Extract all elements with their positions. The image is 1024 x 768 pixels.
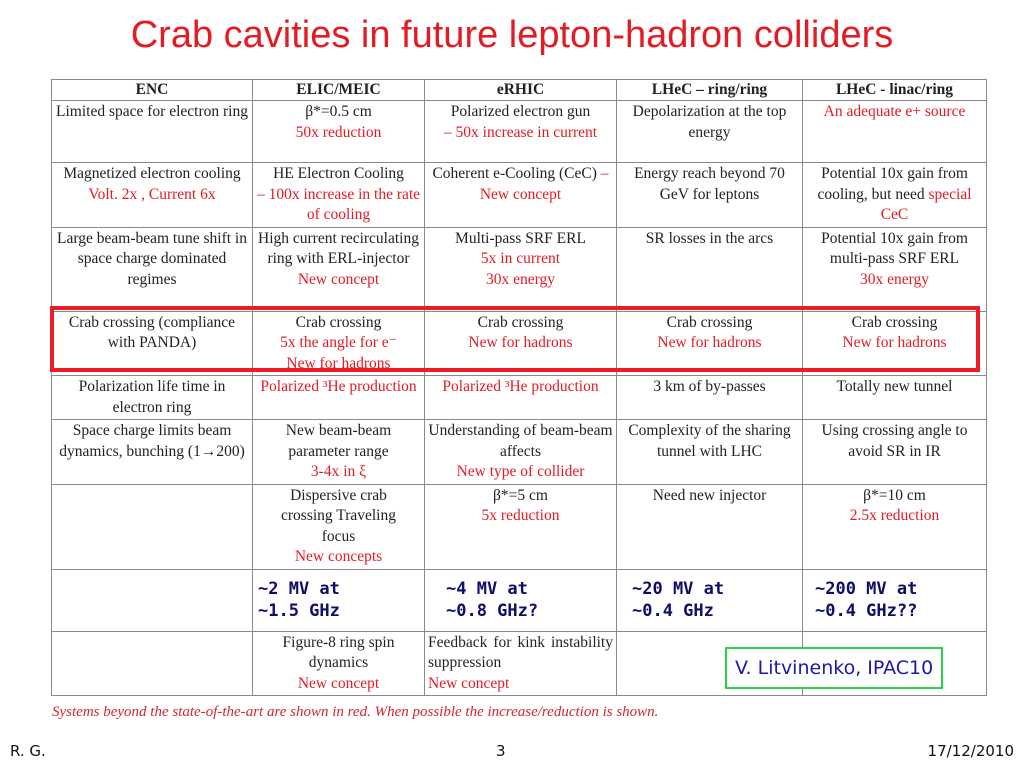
table-cell: Polarization life time in electron ring <box>52 376 253 420</box>
table-cell: Complexity of the sharing tunnel with LHC <box>617 420 803 485</box>
table-cell: Multi-pass SRF ERL 5x in current 30x energy <box>425 227 617 311</box>
header-elic-meic: ELIC/MEIC <box>253 80 425 101</box>
table-row <box>52 376 987 420</box>
table-cell: Limited space for electron ring <box>52 101 253 163</box>
header-erhic: eRHIC <box>425 80 617 101</box>
table-cell: β*=0.5 cm 50x reduction <box>253 101 425 163</box>
voltage-label-lhec-linac: ~200 MV at ~0.4 GHz?? <box>811 576 921 624</box>
table-cell: Large beam-beam tune shift in space charge dominated regimes <box>52 227 253 311</box>
table-header-row <box>52 80 987 101</box>
voltage-label-lhec-ring: ~20 MV at ~0.4 GHz <box>628 576 728 624</box>
table-cell: β*=10 cm 2.5x reduction <box>803 484 987 569</box>
table-cell: Magnetized electron cooling Volt. 2x , Current 6x <box>52 163 253 228</box>
table-cell: Crab crossing New for hadrons <box>425 311 617 376</box>
footer-date: 17/12/2010 <box>927 742 1014 760</box>
table-cell: Coherent e-Cooling (CeC) – New concept <box>425 163 617 228</box>
crab-crossing-highlight-box <box>50 306 980 372</box>
table-row <box>52 420 987 485</box>
table-cell: Depolarization at the top energy <box>617 101 803 163</box>
table-cell: Crab crossing 5x the angle for e⁻ New for hadrons <box>253 311 425 376</box>
header-lhec-ring-ring: LHeC – ring/ring <box>617 80 803 101</box>
credit-label: V. Litvinenko, IPAC10 <box>725 647 943 689</box>
voltage-label-erhic: ~4 MV at ~0.8 GHz? <box>442 576 542 624</box>
table-cell: Crab crossing New for hadrons <box>803 311 987 376</box>
table-row <box>52 484 987 569</box>
table-cell: Figure-8 ring spin dynamics New concept <box>253 631 425 696</box>
table-cell <box>52 484 253 569</box>
table-cell: Need new injector <box>617 484 803 569</box>
table-cell <box>52 569 253 631</box>
table-row <box>52 101 987 163</box>
footer-author: R. G. <box>10 742 46 760</box>
table-cell: High current recirculating ring with ERL-injector New concept <box>253 227 425 311</box>
table-row <box>52 227 987 311</box>
table-cell: Crab crossing New for hadrons <box>617 311 803 376</box>
table-cell: Polarized electron gun – 50x increase in current <box>425 101 617 163</box>
table-cell: Polarized ³He production <box>253 376 425 420</box>
table-cell: Potential 10x gain from cooling, but need special CeC <box>803 163 987 228</box>
table-cell: New beam-beam parameter range 3-4x in ξ <box>253 420 425 485</box>
footer-page-number: 3 <box>496 742 506 760</box>
table-row <box>52 163 987 228</box>
table-cell: An adequate e+ source <box>803 101 987 163</box>
table-cell <box>52 631 253 696</box>
table-cell: HE Electron Cooling – 100x increase in the rate of cooling <box>253 163 425 228</box>
header-enc: ENC <box>52 80 253 101</box>
table-cell: Space charge limits beam dynamics, bunching (1→200) <box>52 420 253 485</box>
table-cell: Feedback for kink instability suppression New concept <box>425 631 617 696</box>
header-lhec-linac-ring: LHeC - linac/ring <box>803 80 987 101</box>
table-cell: Understanding of beam-beam affects New type of collider <box>425 420 617 485</box>
footnote: Systems beyond the state-of-the-art are shown in red. When possible the increase/reduction is shown. <box>52 704 659 720</box>
table-cell: 3 km of by-passes <box>617 376 803 420</box>
table-cell: Energy reach beyond 70 GeV for leptons <box>617 163 803 228</box>
table-cell: β*=5 cm 5x reduction <box>425 484 617 569</box>
table-cell: Polarized ³He production <box>425 376 617 420</box>
voltage-label-elic: ~2 MV at ~1.5 GHz <box>254 576 344 624</box>
table-cell: Potential 10x gain from multi-pass SRF ERL 30x energy <box>803 227 987 311</box>
table-cell: Crab crossing (compliance with PANDA) <box>52 311 253 376</box>
table-cell: SR losses in the arcs <box>617 227 803 311</box>
table-cell: Dispersive crab crossing Traveling focus New concepts <box>253 484 425 569</box>
slide-title: Crab cavities in future lepton-hadron colliders <box>130 14 894 56</box>
table-cell: Using crossing angle to avoid SR in IR <box>803 420 987 485</box>
table-cell: Totally new tunnel <box>803 376 987 420</box>
